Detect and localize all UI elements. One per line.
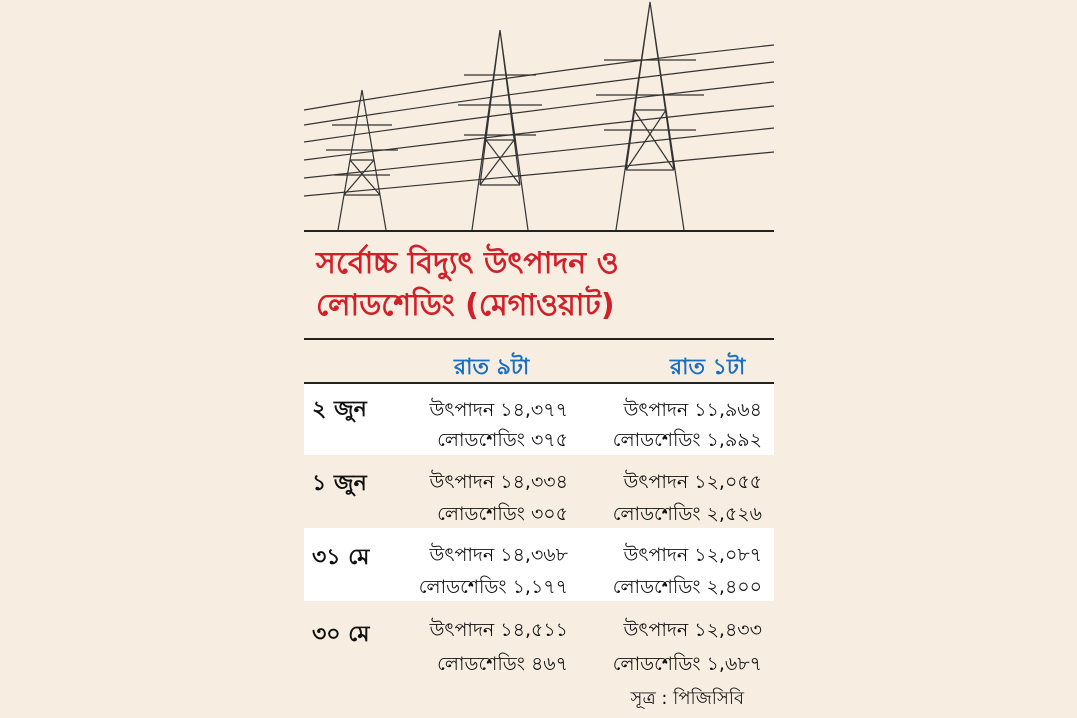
column-header-1am: রাত ১টা: [670, 355, 746, 380]
table-cell: লোডশেডিং ২,৫২৬: [612, 503, 762, 525]
table-cell: উৎপাদন ১১,৯৬৪: [623, 399, 762, 421]
source-note: সূত্র : পিজিসিবি: [630, 688, 744, 709]
table-cell: উৎপাদন ১২,০৫৫: [623, 471, 762, 493]
infographic-card: [304, 0, 774, 718]
table-cell: লোডশেডিং ১,১৭৭: [418, 576, 568, 598]
header-top-rule: [304, 338, 774, 340]
table-cell: লোডশেডিং ১,৯৯২: [612, 429, 762, 451]
table-cell: উৎপাদন ১৪,৩৩৪: [429, 471, 568, 493]
column-header-9pm: রাত ৯টা: [454, 355, 530, 380]
table-cell: লোডশেডিং ১,৬৮৭: [612, 653, 762, 675]
row-date: ১ জুন: [312, 471, 367, 496]
title-line-1: সর্বোচ্চ বিদ্যুৎ উৎপাদন ও: [316, 246, 619, 281]
table-cell: লোডশেডিং ৩০৫: [437, 503, 568, 525]
power-tower-illustration: [304, 0, 774, 232]
title-line-2: লোডশেডিং (মেগাওয়াট): [316, 288, 615, 323]
table-cell: উৎপাদন ১৪,৩৬৮: [429, 544, 568, 566]
table-cell: লোডশেডিং ৩৭৫: [437, 429, 568, 451]
table-cell: লোডশেডিং ৪৬৭: [437, 653, 568, 675]
table-cell: উৎপাদন ১৪,৫১১: [429, 619, 568, 641]
table-cell: উৎপাদন ১৪,৩৭৭: [429, 399, 568, 421]
table-cell: লোডশেডিং ২,৪০০: [612, 576, 762, 598]
table-cell: উৎপাদন ১২,০৮৭: [623, 544, 762, 566]
row-date: ২ জুন: [312, 397, 367, 422]
row-date: ৩১ মে: [312, 545, 370, 570]
table-cell: উৎপাদন ১২,৪৩৩: [623, 619, 762, 641]
chart-title: [316, 243, 766, 327]
row-date: ৩০ মে: [312, 622, 370, 647]
